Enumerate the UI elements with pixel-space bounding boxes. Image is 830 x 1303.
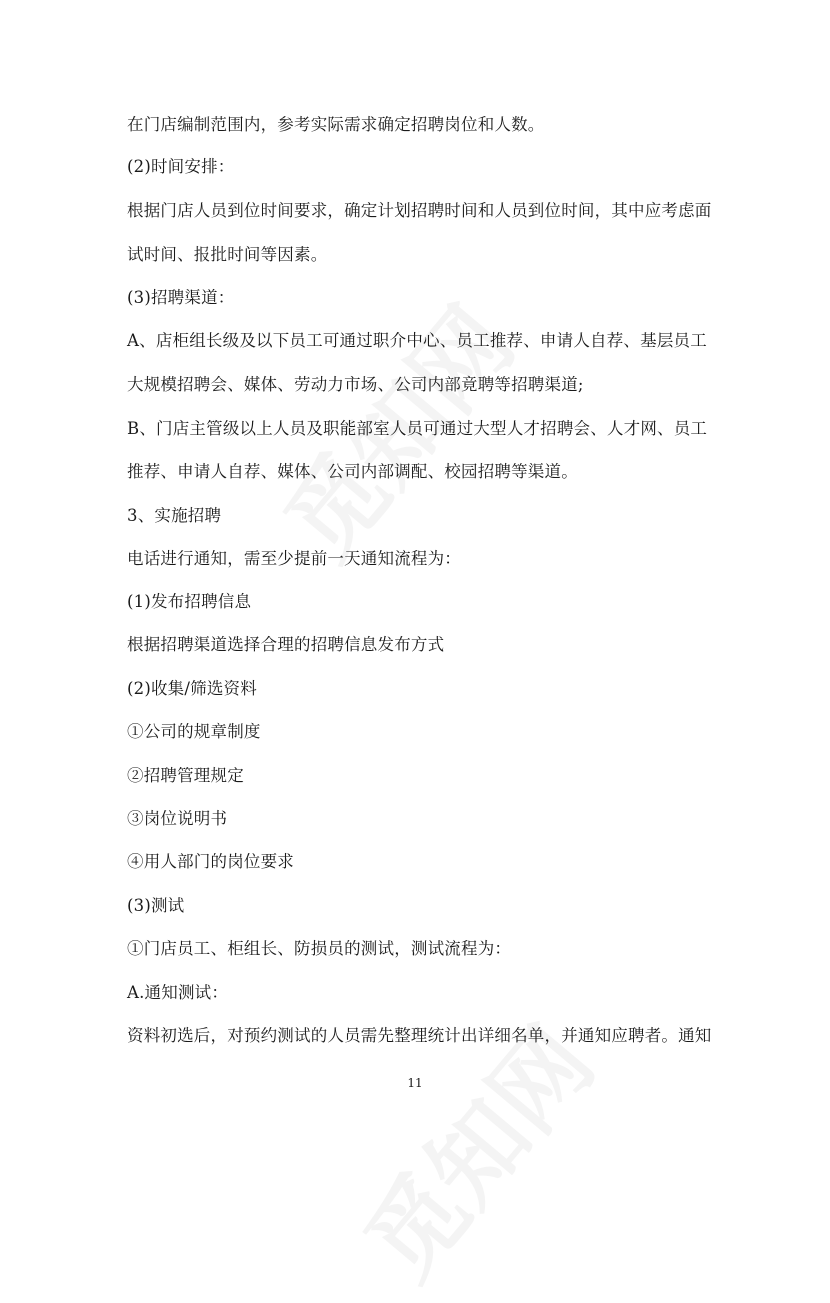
text-line: (3)招聘渠道： bbox=[127, 288, 235, 307]
text-line: (2)时间安排： bbox=[127, 157, 235, 176]
text-line: (1)发布招聘信息 bbox=[127, 592, 252, 611]
text-line: 推荐、申请人自荐、媒体、公司内部调配、校园招聘等渠道。 bbox=[127, 462, 578, 481]
text-line: 根据门店人员到位时间要求，确定计划招聘时间和人员到位时间，其中应考虑面 bbox=[127, 201, 712, 220]
text-line: ②招聘管理规定 bbox=[127, 766, 244, 785]
text-line: ③岗位说明书 bbox=[127, 809, 228, 828]
text-line: ①门店员工、柜组长、防损员的测试，测试流程为： bbox=[127, 939, 512, 958]
text-line: 试时间、报批时间等因素。 bbox=[127, 245, 328, 264]
text-line: B、门店主管级以上人员及职能部室人员可通过大型人才招聘会、人才网、员工 bbox=[127, 419, 708, 438]
text-line: A.通知测试： bbox=[127, 983, 229, 1002]
text-line: 资料初选后，对预约测试的人员需先整理统计出详细名单，并通知应聘者。通知 bbox=[127, 1026, 712, 1045]
text-line: 大规模招聘会、媒体、劳动力市场、公司内部竟聘等招聘渠道; bbox=[127, 375, 584, 394]
text-line: (3)测试 bbox=[127, 896, 185, 915]
page-number: 11 bbox=[407, 1076, 423, 1090]
text-line: 3、实施招聘 bbox=[127, 506, 222, 525]
text-line: 电话进行通知，需至少提前一天通知流程为： bbox=[127, 549, 461, 568]
text-line: 在门店编制范围内，参考实际需求确定招聘岗位和人数。 bbox=[127, 115, 545, 134]
text-line: ④用人部门的岗位要求 bbox=[127, 852, 294, 871]
text-line: A、店柜组长级及以下员工可通过职介中心、员工推荐、申请人自荐、基层员工 bbox=[127, 331, 707, 350]
text-line: ①公司的规章制度 bbox=[127, 722, 261, 741]
text-line: 根据招聘渠道选择合理的招聘信息发布方式 bbox=[127, 635, 445, 654]
text-line: (2)收集/筛选资料 bbox=[127, 679, 257, 698]
